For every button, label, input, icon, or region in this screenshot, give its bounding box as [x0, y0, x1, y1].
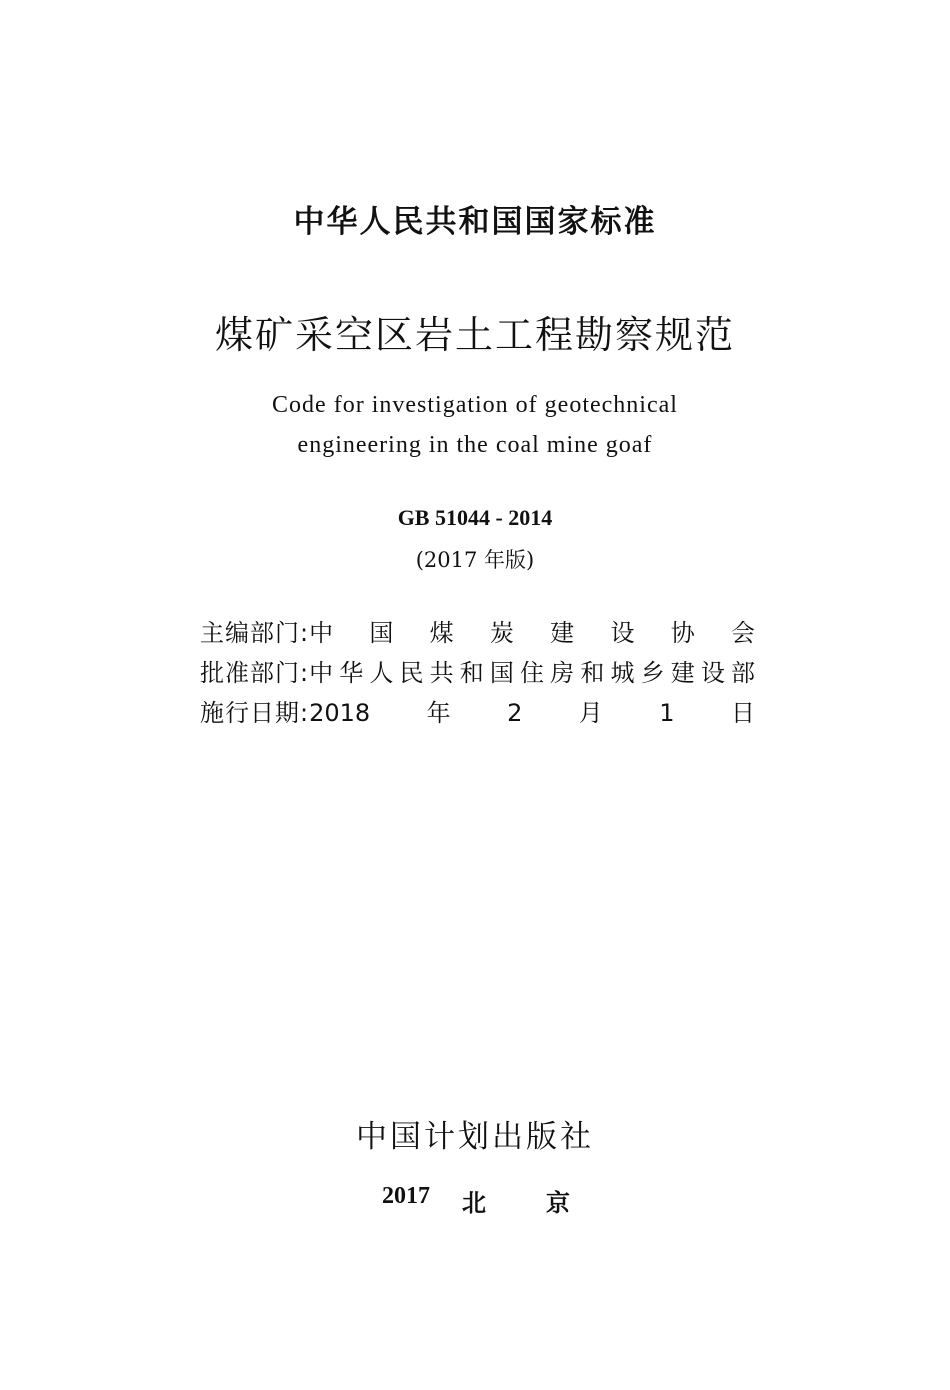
- effective-date-row: [200, 693, 755, 727]
- editor-label: 主编部门:: [200, 618, 310, 647]
- effective-date-value: 2018年2月1日: [309, 698, 755, 727]
- standard-code: GB 51044 - 2014: [397, 505, 553, 530]
- approver-label: 批准部门:: [200, 658, 310, 687]
- editor-row: [200, 613, 755, 647]
- title-chinese: 煤矿采空区岩土工程勘察规范: [214, 313, 735, 357]
- publisher-name: 中国计划出版社: [356, 1119, 594, 1155]
- publication-year: 2017: [382, 1183, 430, 1209]
- edition-note: (2017 年版): [415, 548, 535, 572]
- national-standard-heading: 中华人民共和国国家标准: [293, 204, 657, 240]
- effective-date-label: 施行日期:: [200, 698, 310, 727]
- title-english-line-1: Code for investigation of geotechnical: [272, 392, 678, 418]
- publication-place: [0, 1183, 950, 1217]
- title-english-line-2: engineering in the coal mine goaf: [297, 432, 653, 458]
- publication-city: 北京: [462, 1189, 570, 1217]
- editor-value: 中国煤炭建设协会: [309, 618, 755, 647]
- approver-value: 中华人民共和国住房和城乡建设部: [309, 658, 755, 687]
- approver-row: [200, 653, 755, 687]
